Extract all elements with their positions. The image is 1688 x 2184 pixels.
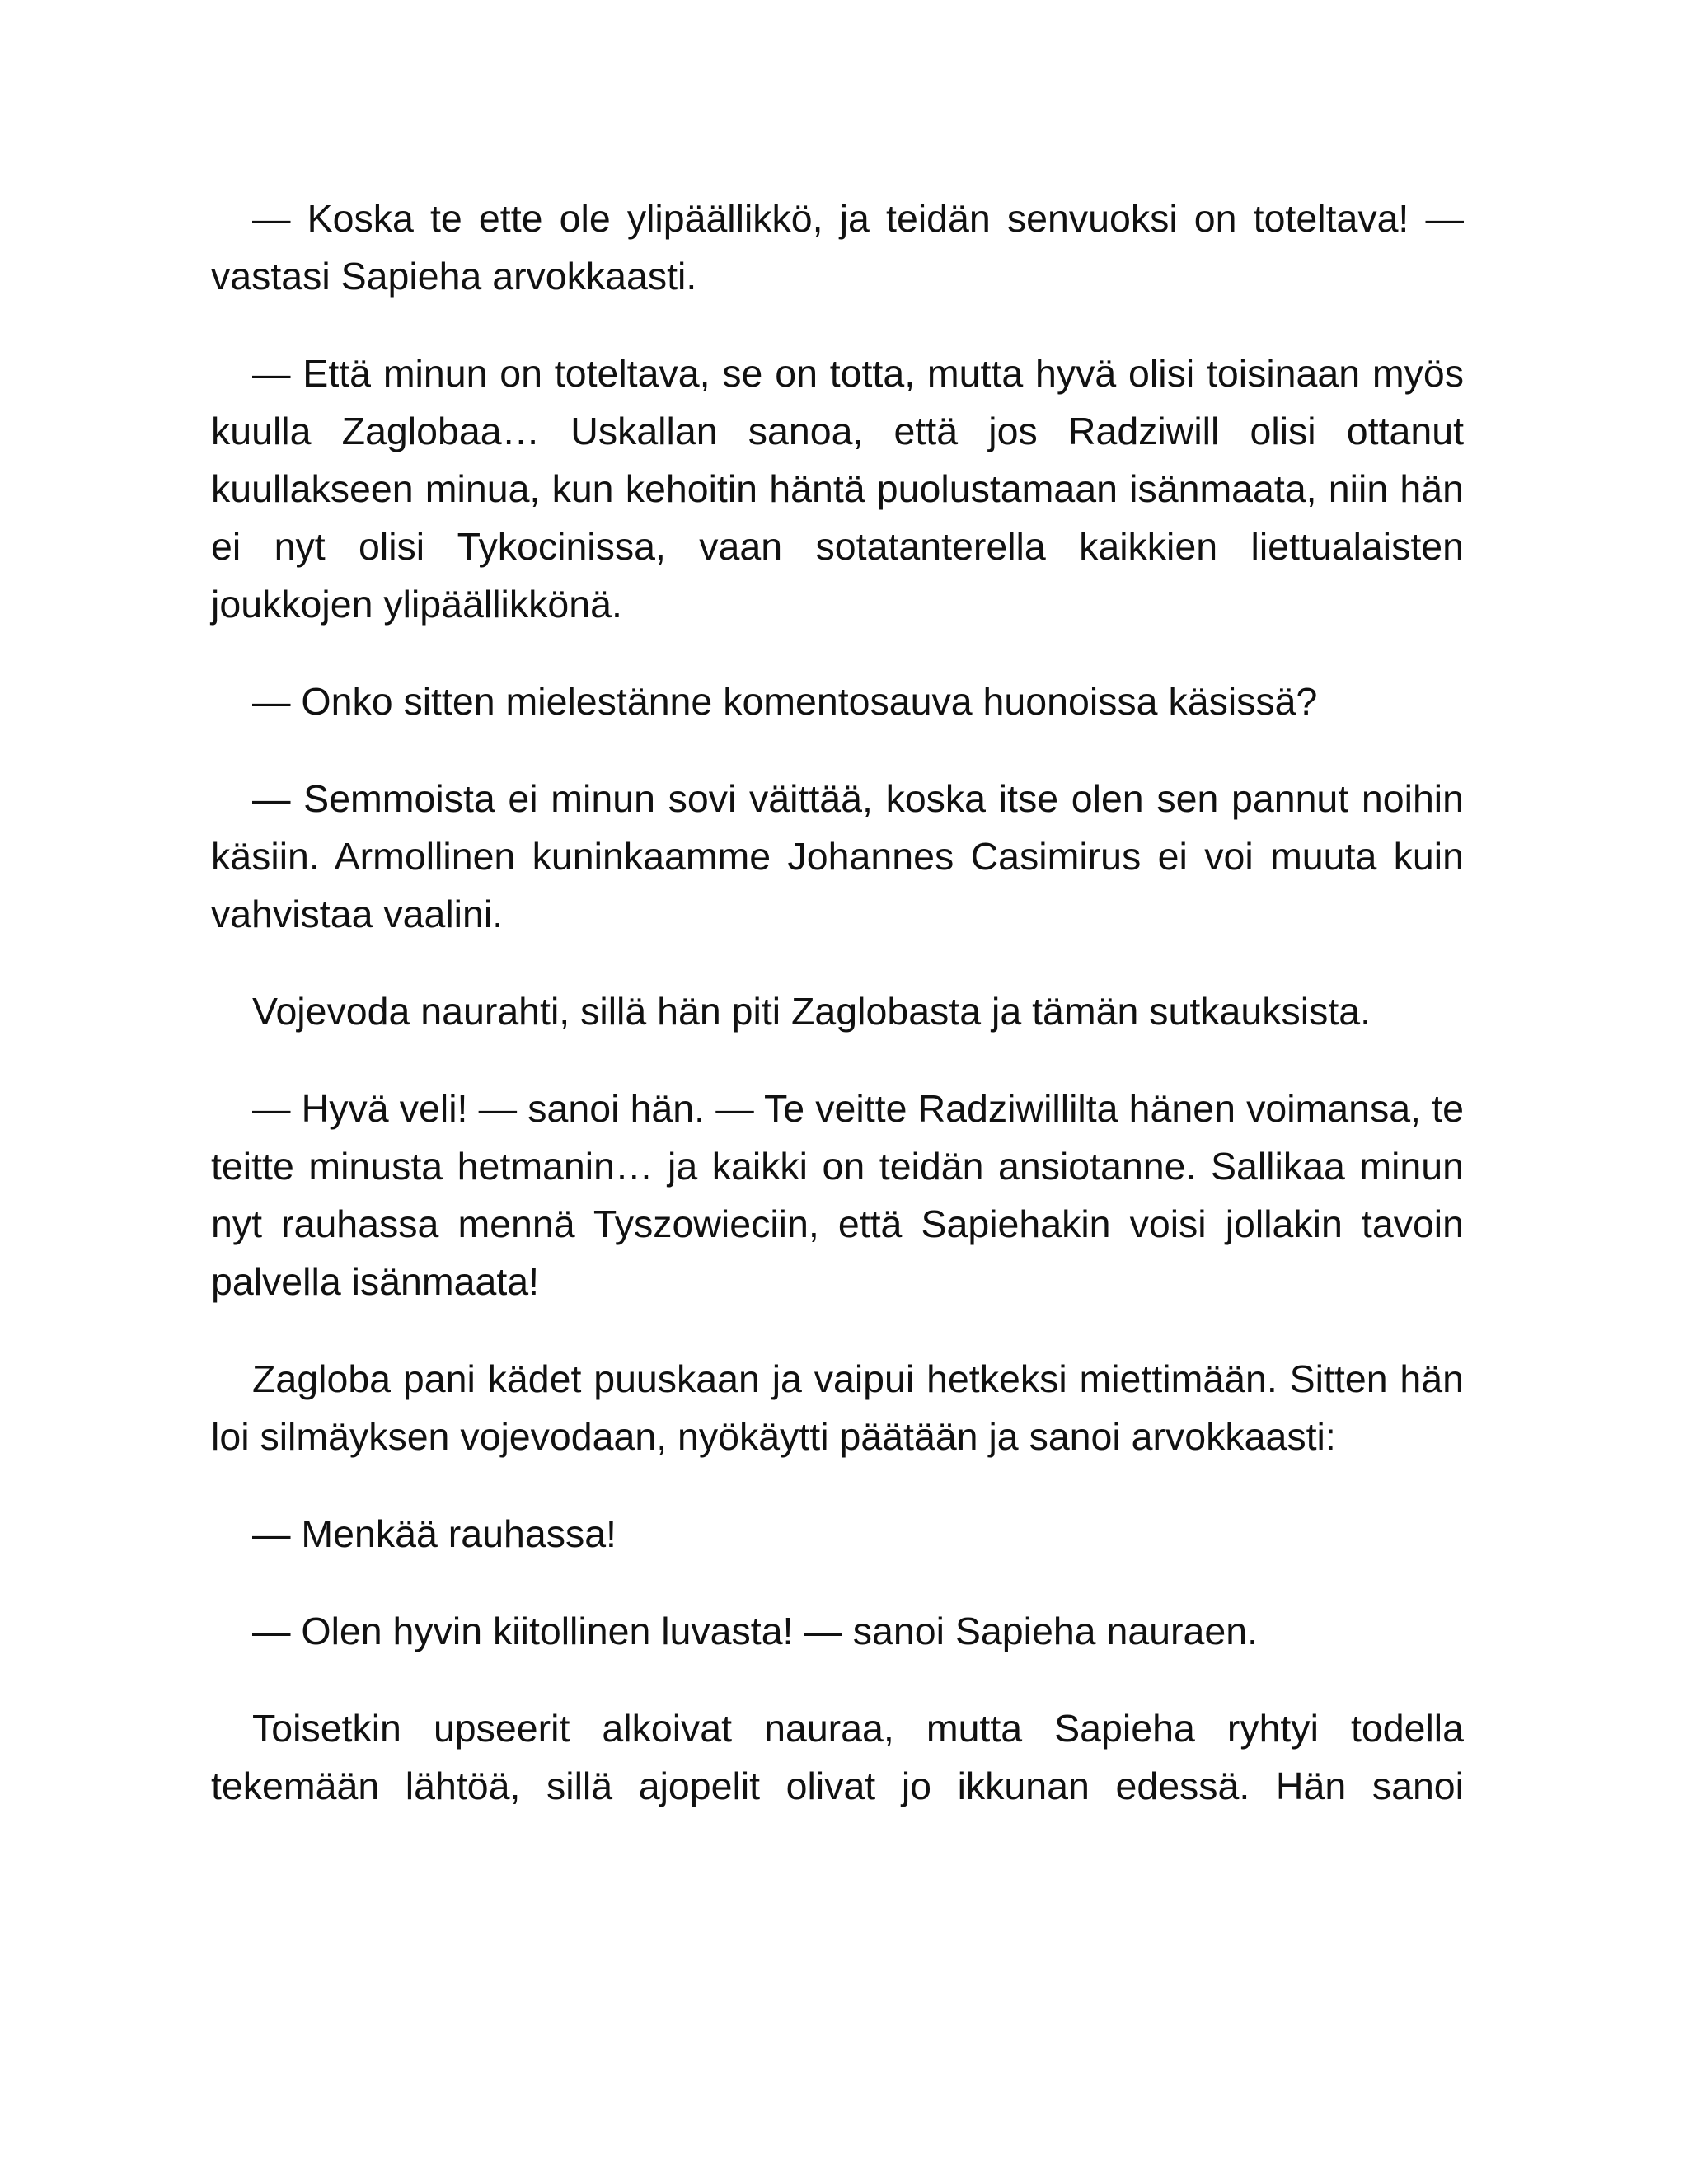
paragraph-5: Vojevoda naurahti, sillä hän piti Zaglobasta ja tämän sutkauksista. (252, 990, 1372, 1033)
paragraph-6: — Hyvä veli! — sanoi hän. — Te veitte Radziwillilta hänen voimansa, te teitte minusta hetmanin… ja kaikki on teidän ansiotanne. Sallikaa minun nyt rauhassa mennä Tyszowieciin, että Sapiehakin voisi jollakin tavoin palvella isänmaata! (211, 1087, 1464, 1303)
paragraph-1: — Koska te ette ole ylipäällikkö, ja teidän senvuoksi on toteltava! — vastasi Sapieha arvokkaasti. (211, 197, 1464, 298)
paragraph-7: Zagloba pani kädet puuskaan ja vaipui hetkeksi miettimään. Sitten hän loi silmäyksen vojevodaan, nyökäytti päätään ja sanoi arvokkaasti: (211, 1357, 1464, 1458)
paragraph-2: — Että minun on toteltava, se on totta, mutta hyvä olisi toisinaan myös kuulla Zaglobaa… Uskallan sanoa, että jos Radziwill olisi ottanut kuullakseen minua, kun kehoitin häntä puolustamaan isänmaata, niin hän ei nyt olisi Tykocinissa, vaan sotatanterella kaikkien liettualaisten joukkojen ylipäällikkönä. (211, 352, 1464, 626)
paragraph-4: — Semmoista ei minun sovi väittää, koska itse olen sen pannut noihin käsiin. Armollinen kuninkaamme Johannes Casimirus ei voi muuta kuin vahvistaa vaalini. (211, 777, 1464, 935)
paragraph-10: Toisetkin upseerit alkoivat nauraa, mutta Sapieha ryhtyi todella tekemään lähtöä, sillä ajopelit olivat jo ikkunan edessä. Hän sanoi (211, 1707, 1464, 1807)
paragraph-3: — Onko sitten mielestänne komentosauva huonoissa käsissä? (252, 680, 1318, 723)
paragraph-8: — Menkää rauhassa! (252, 1512, 617, 1555)
body-text (211, 190, 1464, 1815)
paragraph-9: — Olen hyvin kiitollinen luvasta! — sanoi Sapieha nauraen. (252, 1610, 1259, 1652)
